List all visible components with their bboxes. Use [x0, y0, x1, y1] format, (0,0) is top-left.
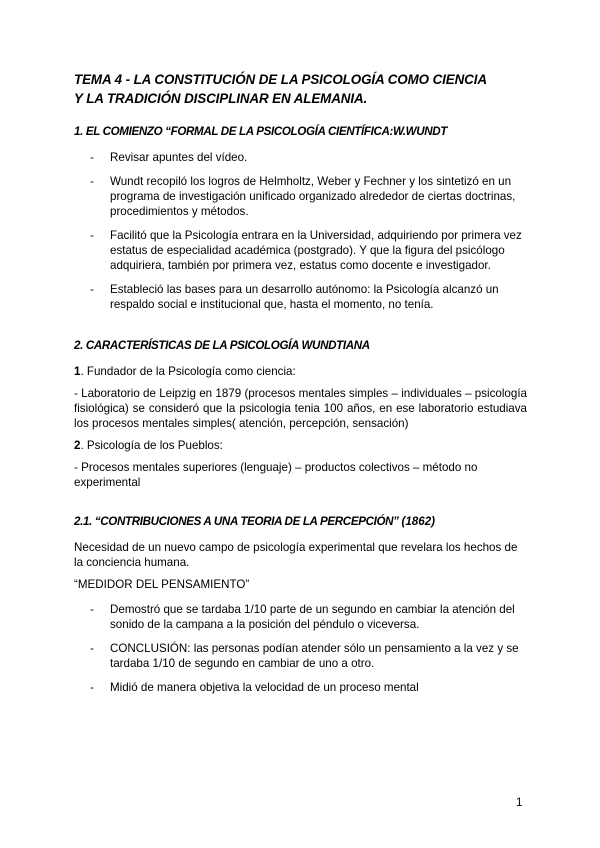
list-item — [74, 602, 527, 632]
item-text: . Psicología de los Pueblos: — [80, 439, 223, 452]
section-2-item-2 — [74, 438, 527, 453]
heading-year: (1862) — [401, 515, 436, 528]
section-2-1-quote: “MEDIDOR DEL PENSAMIENTO” — [74, 578, 250, 591]
section-spacer — [74, 321, 527, 338]
page-content — [74, 70, 527, 704]
list-item — [74, 282, 527, 312]
document-title — [74, 70, 527, 108]
section-2-item-1-detail: - Laboratorio de Leipzig en 1879 (procesos mentales simples – individuales – psicología fisiológica) se consideró que la psicologia tenia 100 años, en ese laboratorio estudiava los procesos mentales simples( atención, percepción, sensación) — [74, 387, 527, 430]
list-item — [74, 228, 527, 273]
list-item — [74, 641, 527, 671]
bullet-dash: - — [90, 603, 94, 616]
list-item-text: Wundt recopiló los logros de Helmholtz, Weber y Fechner y los sintetizó en un programa de investigación unificado organizado alrededor de ciertas doctrinas, procedimientos y métodos. — [110, 175, 516, 218]
item-number: 2 — [74, 439, 81, 452]
title-line-2: Y LA TRADICIÓN DISCIPLINAR EN ALEMANIA. — [74, 91, 368, 106]
list-item — [74, 150, 527, 165]
heading-text: 2.1. “CONTRIBUCIONES A UNA TEORIA DE LA PERCEPCIÓN” — [74, 515, 402, 528]
section-2-1-bullet-list — [74, 602, 527, 695]
bullet-dash: - — [90, 229, 94, 242]
item-text: . Fundador de la Psicología como ciencia: — [80, 365, 296, 378]
list-item-text: Revisar apuntes del vídeo. — [110, 151, 248, 164]
section-2-heading: 2. CARACTERÍSTICAS DE LA PSICOLOGÍA WUNDTIANA — [74, 339, 370, 352]
list-item-text: Demostró que se tardaba 1/10 parte de un segundo en cambiar la atención del sonido de la campana a la posición del péndulo o viceversa. — [110, 603, 515, 631]
list-item-text: CONCLUSIÓN: las personas podían atender sólo un pensamiento a la vez y se tardaba 1/10 de segundo en cambiar de uno a otro. — [110, 642, 519, 670]
bullet-dash: - — [90, 642, 94, 655]
bullet-dash: - — [90, 175, 94, 188]
list-item-text: Facilitó que la Psicología entrara en la Universidad, adquiriendo por primera vez estatus de especialidad académica (postgrado). Y que la figura del psicólogo adquiriera, también por primera vez, estatus como docente e investigador. — [110, 229, 522, 272]
section-1-bullet-list — [74, 150, 527, 312]
section-2-1-heading — [74, 514, 527, 529]
page-number: 1 — [516, 796, 523, 809]
list-item-text: Midió de manera objetiva la velocidad de un proceso mental — [110, 681, 419, 694]
list-item-text: Estableció las bases para un desarrollo autónomo: la Psicología alcanzó un respaldo social e institucional que, hasta el momento, no tenía. — [110, 283, 499, 311]
bullet-dash: - — [90, 681, 94, 694]
list-item — [74, 680, 527, 695]
list-item — [74, 174, 527, 219]
section-2-item-2-detail: - Procesos mentales superiores (lenguaje) – productos colectivos – método no experimental — [74, 461, 478, 489]
item-number: 1 — [74, 365, 81, 378]
section-spacer — [74, 497, 527, 514]
bullet-dash: - — [90, 151, 94, 164]
section-1-heading: 1. EL COMIENZO “FORMAL DE LA PSICOLOGÍA CIENTÍFICA:W.WUNDT — [74, 125, 448, 138]
bullet-dash: - — [90, 283, 94, 296]
title-line-1: TEMA 4 - LA CONSTITUCIÓN DE LA PSICOLOGÍA COMO CIENCIA — [74, 72, 487, 87]
section-2-item-1 — [74, 364, 527, 379]
section-2-1-intro: Necesidad de un nuevo campo de psicología experimental que revelara los hechos de la conciencia humana. — [74, 541, 518, 569]
